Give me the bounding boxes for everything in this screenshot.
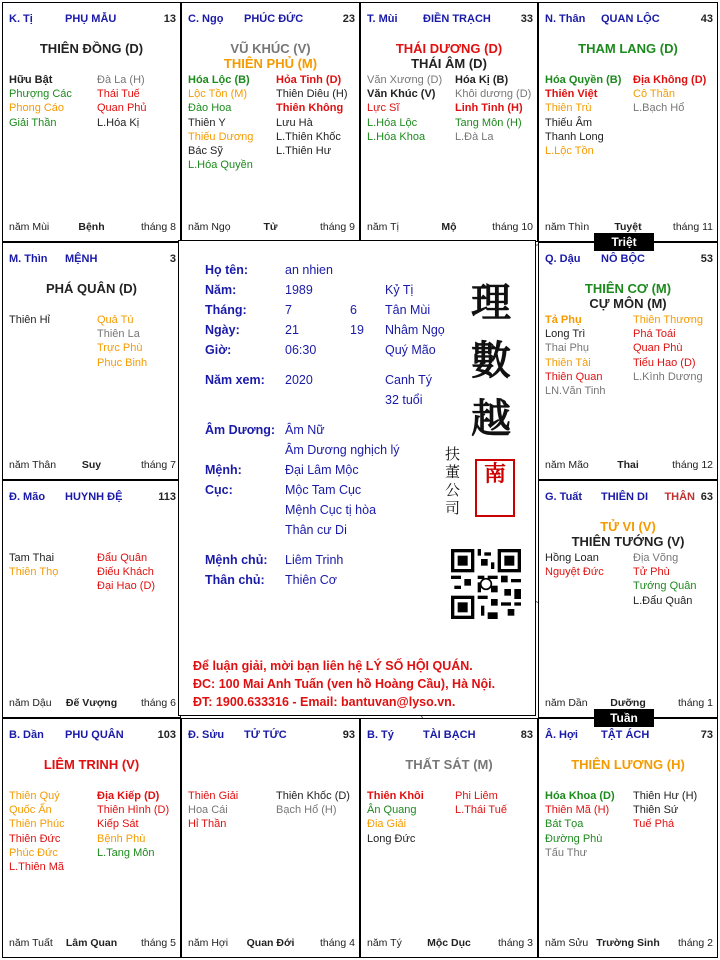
main-star: THÁI DƯƠNG (D) <box>395 41 503 56</box>
cell-number: 63 <box>700 491 713 503</box>
minor-star: L.Hóa Kị <box>97 116 140 129</box>
cell-number: 73 <box>700 729 713 741</box>
minor-star: Thiếu Dương <box>188 130 254 143</box>
minor-star: Thanh Long <box>545 130 604 143</box>
cell-month: tháng 11 <box>672 221 713 233</box>
cell-palace: TẬT ÁCH <box>601 729 650 741</box>
thanchu-value: Thiên Cơ <box>285 573 337 587</box>
minor-star: Thiên Giải <box>188 790 239 802</box>
minor-star: Thiên Khốc (D) <box>276 790 350 802</box>
minor-star: L.Đẩu Quân <box>633 594 693 607</box>
cell-month: tháng 3 <box>497 937 533 949</box>
red-seal-stamp <box>475 459 515 517</box>
minor-star: Phúc Đức <box>9 846 58 859</box>
month-label: Tháng: <box>205 303 247 317</box>
cell-number: 83 <box>520 729 533 741</box>
cell-year: năm Thân <box>9 459 57 471</box>
menhchu-value: Liêm Trinh <box>285 553 344 567</box>
minor-star: Phục Binh <box>97 356 148 369</box>
palace-cell-dau[interactable] <box>538 242 718 480</box>
minor-star: Hỏa Tinh (D) <box>276 74 342 86</box>
minor-star: Linh Tinh (H) <box>455 102 523 115</box>
cell-number: 13 <box>163 13 176 25</box>
cell-position: B. Dần <box>9 729 44 741</box>
cell-stage: Tuyệt <box>614 221 642 233</box>
main-star: THÁI ÂM (D) <box>411 56 487 71</box>
cell-palace: PHỤ MẪU <box>65 13 117 25</box>
cell-year: năm Mùi <box>9 221 50 233</box>
minor-star: Long Trì <box>545 328 586 341</box>
minor-star: Quan Phù <box>633 342 683 355</box>
palace-cell-suu[interactable] <box>181 718 360 958</box>
cell-year: năm Ngọ <box>188 221 231 233</box>
cell-number: 93 <box>342 729 355 741</box>
tuan-marker: Tuần <box>594 709 654 727</box>
view-year-value: 2020 <box>285 373 313 387</box>
minor-star: Thiên Khôi <box>367 790 424 802</box>
cell-month: tháng 9 <box>319 221 355 233</box>
minor-star: LN.Văn Tinh <box>545 385 606 398</box>
minor-star: Đẩu Quân <box>97 552 148 564</box>
cell-stage: Đế Vượng <box>65 697 118 709</box>
palace-cell-ty[interactable] <box>360 718 538 958</box>
cell-year: năm Dậu <box>9 697 52 709</box>
minor-star: Thiên Phúc <box>9 818 65 831</box>
minor-star: Thiên Sứ <box>633 804 679 817</box>
cell-palace: PHU QUÂN <box>65 729 124 741</box>
cell-year: năm Tuất <box>9 937 53 949</box>
minor-star: L.Tang Môn <box>97 846 155 859</box>
minor-star: Phá Toái <box>633 328 676 341</box>
minor-star: L.Kình Dương <box>633 370 703 383</box>
cell-year: năm Hợi <box>188 937 229 949</box>
minor-star: Thiên Hình (D) <box>97 804 170 817</box>
cell-stage: Suy <box>81 459 102 471</box>
minor-star: Phượng Các <box>9 88 72 101</box>
cell-stage: Trường Sinh <box>596 937 660 949</box>
cell-month: tháng 6 <box>140 697 176 709</box>
cell-palace: THIÊN DI <box>601 491 649 503</box>
minor-star: Văn Khúc (V) <box>367 88 436 101</box>
minor-star: Bạch Hổ (H) <box>276 804 337 817</box>
minor-star: Khôi dương (D) <box>455 88 532 101</box>
hour-can: Quý Mão <box>385 343 436 357</box>
amduong-note: Âm Dương nghịch lý <box>285 443 400 457</box>
main-star: CỰ MÔN (M) <box>589 296 667 311</box>
contact-phone-email[interactable]: ĐT: 1900.633316 - Email: bantuvan@lyso.vn. <box>193 695 456 709</box>
cell-number: 103 <box>157 729 176 741</box>
minor-star: Quốc Ấn <box>9 804 52 817</box>
cell-number: 3 <box>169 253 176 265</box>
cell-year: năm Mão <box>545 459 589 471</box>
palace-cell-mao[interactable] <box>2 480 181 718</box>
minor-star: Đào Hoa <box>188 102 232 115</box>
name-value: an nhien <box>285 263 333 277</box>
minor-star: Thiên Thương <box>633 314 704 326</box>
cell-position: Đ. Mão <box>9 491 46 503</box>
cell-month: tháng 12 <box>672 459 713 471</box>
cell-palace: MỆNH <box>65 253 98 265</box>
main-star: THẤT SÁT (M) <box>405 757 493 772</box>
cell-month: tháng 8 <box>140 221 176 233</box>
minor-star: Bát Tọa <box>545 818 584 831</box>
minor-star: Cô Thần <box>633 88 675 101</box>
day-lunar: 19 <box>350 323 364 337</box>
minor-star: Hồng Loan <box>545 552 599 564</box>
cell-palace: ĐIỀN TRẠCH <box>423 13 491 25</box>
minor-star: Nguyệt Đức <box>545 566 604 579</box>
minor-star: Địa Không (D) <box>633 74 707 86</box>
cell-year: năm Dần <box>545 697 588 709</box>
palace-cell-mui[interactable] <box>360 2 538 242</box>
minor-star: Phi Liêm <box>455 790 498 802</box>
hour-label: Giờ: <box>205 343 232 357</box>
main-star: TỬ VI (V) <box>600 519 656 534</box>
minor-star: L.Đà La <box>455 130 494 143</box>
minor-star: L.Hóa Khoa <box>367 130 426 143</box>
minor-star: Lộc Tồn (M) <box>188 88 248 101</box>
main-star: THIÊN CƠ (M) <box>584 281 672 296</box>
cell-stage: Quan Đới <box>246 937 295 949</box>
cell-stage: Mộc Dục <box>427 937 471 949</box>
cell-month: tháng 2 <box>677 937 713 949</box>
minor-star: Tả Phụ <box>545 314 582 326</box>
palace-cell-ngo[interactable] <box>181 2 360 242</box>
amduong-value: Âm Nữ <box>285 423 325 437</box>
cell-month: tháng 1 <box>677 697 713 709</box>
minor-star: Thiếu Âm <box>545 116 593 129</box>
cell-stage: Dưỡng <box>610 697 646 709</box>
age-value: 32 tuổi <box>385 393 423 407</box>
view-year-label: Năm xem: <box>205 373 265 387</box>
cell-position: T. Mùi <box>367 13 398 25</box>
main-star: THAM LANG (D) <box>578 41 678 56</box>
minor-star: Thái Tuế <box>97 88 140 101</box>
minor-star: Tấu Thư <box>545 846 588 859</box>
minor-star: Thai Phụ <box>545 342 590 355</box>
cell-year: năm Tý <box>367 937 402 949</box>
cell-position: M. Thìn <box>9 253 48 265</box>
cell-palace-than: THÂN <box>664 491 695 503</box>
month-value: 7 <box>285 303 292 317</box>
minor-star: Thiên Quan <box>545 370 603 383</box>
minor-star: Lưu Hà <box>276 116 313 129</box>
thanchu-label: Thân chủ: <box>205 573 265 587</box>
day-label: Ngày: <box>205 323 240 337</box>
cuc-note: Mệnh Cục tị hòa <box>285 503 377 517</box>
palace-cell-dan[interactable] <box>2 718 181 958</box>
menh-label: Mệnh: <box>205 463 242 477</box>
minor-star: Đại Hao (D) <box>97 580 156 593</box>
cell-number: 43 <box>700 13 713 25</box>
main-star: LIÊM TRINH (V) <box>43 757 140 772</box>
name-label: Họ tên: <box>205 263 249 277</box>
cell-position: Đ. Sửu <box>188 729 225 741</box>
minor-star: Quả Tú <box>97 314 134 326</box>
cell-year: năm Thìn <box>545 221 590 233</box>
contact-address: ĐC: 100 Mai Anh Tuấn (ven hồ Hoàng Cầu), Hà Nội. <box>193 677 496 691</box>
center-info-panel <box>178 240 536 716</box>
minor-star: L.Thái Tuế <box>455 804 507 817</box>
cell-stage: Tử <box>263 221 278 233</box>
year-can: Kỷ Tị <box>385 283 414 297</box>
minor-star: L.Thiên Mã <box>9 861 65 874</box>
cell-month: tháng 4 <box>319 937 355 949</box>
cell-position: K. Tị <box>9 13 33 25</box>
minor-star: Hoa Cái <box>188 804 228 817</box>
minor-star: Hóa Khoa (D) <box>545 790 615 802</box>
cell-year: năm Sửu <box>545 937 589 949</box>
year-value: 1989 <box>285 283 313 297</box>
cell-number: 113 <box>158 491 176 503</box>
palace-cell-hoi[interactable] <box>538 718 718 958</box>
cell-stage: Lâm Quan <box>65 937 118 949</box>
seal-char: 南 <box>483 461 506 487</box>
cell-position: Q. Dậu <box>545 253 581 265</box>
minor-star: Hóa Kị (B) <box>455 74 509 86</box>
palace-cell-ti[interactable] <box>2 2 181 242</box>
cell-position: B. Tý <box>367 729 394 741</box>
cell-palace: PHÚC ĐỨC <box>244 13 304 25</box>
minor-star: Thiên Diêu (H) <box>276 88 348 101</box>
minor-star: Bác Sỹ <box>188 145 223 158</box>
cell-month: tháng 10 <box>492 221 533 233</box>
minor-star: L.Thiên Hư <box>276 145 332 158</box>
cell-month: tháng 5 <box>140 937 176 949</box>
minor-star: Thiên Mã (H) <box>545 804 610 817</box>
minor-star: Tiểu Hao (D) <box>633 356 696 369</box>
minor-star: Kiếp Sát <box>97 818 139 831</box>
main-star: VŨ KHÚC (V) <box>230 41 311 56</box>
minor-star: Tướng Quân <box>633 580 697 593</box>
than-cu: Thân cư Di <box>285 523 347 537</box>
year-label: Năm: <box>205 283 237 297</box>
month-lunar: 6 <box>350 303 357 317</box>
cell-stage: Bệnh <box>78 221 105 233</box>
minor-star: Thiên La <box>97 328 140 341</box>
minor-star: Hóa Lộc (B) <box>188 74 250 86</box>
minor-star: Quan Phủ <box>97 102 147 115</box>
calligraphy-char-3: 越 <box>471 395 511 442</box>
minor-star: Đường Phù <box>545 832 603 845</box>
minor-star: L.Hóa Quyền <box>188 159 253 172</box>
minor-star: Thiên Hỉ <box>9 314 50 326</box>
day-value: 21 <box>285 323 299 337</box>
minor-star: Hữu Bật <box>9 74 53 86</box>
cell-position: N. Thân <box>545 13 586 25</box>
cell-position: Â. Hợi <box>545 729 578 741</box>
minor-star: L.Lộc Tồn <box>545 145 594 158</box>
minor-star: Trực Phù <box>97 342 143 355</box>
cuc-label: Cục: <box>205 483 233 497</box>
cell-stage: Thai <box>617 459 639 471</box>
minor-star: Bệnh Phù <box>97 832 146 845</box>
minor-star: Thiên Tài <box>545 356 591 369</box>
minor-star: Thiên Y <box>188 116 226 129</box>
cell-palace: TỬ TỨC <box>244 729 287 741</box>
cell-palace: HUYNH ĐỆ <box>65 491 123 503</box>
palace-cell-than[interactable] <box>538 2 718 242</box>
cell-month: tháng 7 <box>140 459 176 471</box>
minor-star: Phong Cáo <box>9 102 65 115</box>
qr-code-icon[interactable] <box>451 549 521 619</box>
minor-star: Tử Phù <box>633 566 670 579</box>
cell-position: C. Ngọ <box>188 13 224 25</box>
minor-star: L.Thiên Khốc <box>276 130 341 143</box>
calligraphy-char-2: 數 <box>471 337 511 384</box>
contact-line-1: Để luận giải, mời bạn liên hệ LÝ SỐ HỘI QUÁN. <box>193 659 473 673</box>
minor-star: Tuế Phá <box>633 818 675 831</box>
minor-star: Tang Môn (H) <box>455 116 522 129</box>
minor-star: Long Đức <box>367 832 416 845</box>
main-star: PHÁ QUÂN (D) <box>46 281 137 296</box>
minor-star: Tam Thai <box>9 552 55 564</box>
minor-star: Địa Võng <box>633 552 679 564</box>
minor-star: Hóa Quyền (B) <box>545 74 622 86</box>
cell-position: G. Tuất <box>545 491 583 503</box>
amduong-label: Âm Dương: <box>205 423 276 437</box>
minor-star: Điếu Khách <box>97 566 154 579</box>
palace-cell-tuat[interactable] <box>538 480 718 718</box>
minor-star: Thiên Không <box>276 102 344 115</box>
calligraphy-vertical: 扶董公司 <box>445 445 461 517</box>
cell-stage: Mộ <box>441 221 457 233</box>
main-star: THIÊN TƯỚNG (V) <box>571 534 685 549</box>
minor-star: Ân Quang <box>367 804 417 817</box>
minor-star: Đà La (H) <box>97 74 145 86</box>
minor-star: Đia Giải <box>367 818 407 831</box>
cell-number: 23 <box>342 13 355 25</box>
cell-palace: TÀI BẠCH <box>423 729 476 741</box>
day-can: Nhâm Ngọ <box>385 323 445 337</box>
cell-year: năm Tị <box>367 221 399 233</box>
main-star: THIÊN ĐỒNG (D) <box>39 41 144 56</box>
hour-value: 06:30 <box>285 343 317 357</box>
minor-star: Địa Kiếp (D) <box>97 790 160 802</box>
menh-value: Đại Lâm Mộc <box>285 463 359 477</box>
cell-palace: NÔ BỘC <box>601 253 645 265</box>
minor-star: Thiên Hư (H) <box>633 790 698 802</box>
minor-star: Văn Xương (D) <box>367 74 443 86</box>
cuc-value: Mộc Tam Cục <box>285 483 362 497</box>
minor-star: Thiên Thọ <box>9 566 59 579</box>
cell-palace: QUAN LỘC <box>601 13 660 25</box>
triet-marker: Triệt <box>594 233 654 251</box>
minor-star: L.Bạch Hổ <box>633 102 685 115</box>
minor-star: Thiên Trù <box>545 102 592 115</box>
main-star: THIÊN LƯƠNG (H) <box>571 757 685 772</box>
minor-star: Thiên Quý <box>9 790 60 802</box>
calligraphy-char-1: 理 <box>471 279 511 326</box>
view-year-can: Canh Tý <box>385 373 433 387</box>
main-star: THIÊN PHỦ (M) <box>223 56 318 71</box>
minor-star: Lực Sĩ <box>367 102 400 115</box>
menhchu-label: Mệnh chủ: <box>205 553 268 567</box>
minor-star: L.Hóa Lộc <box>367 116 418 129</box>
minor-star: Giải Thần <box>9 116 57 129</box>
palace-cell-thin[interactable] <box>2 242 181 480</box>
minor-star: Thiên Việt <box>545 88 598 101</box>
cell-number: 53 <box>700 253 713 265</box>
minor-star: Thiên Đức <box>9 832 61 845</box>
cell-number: 33 <box>520 13 533 25</box>
minor-star: Hỉ Thần <box>188 818 227 831</box>
month-can: Tân Mùi <box>385 303 431 317</box>
